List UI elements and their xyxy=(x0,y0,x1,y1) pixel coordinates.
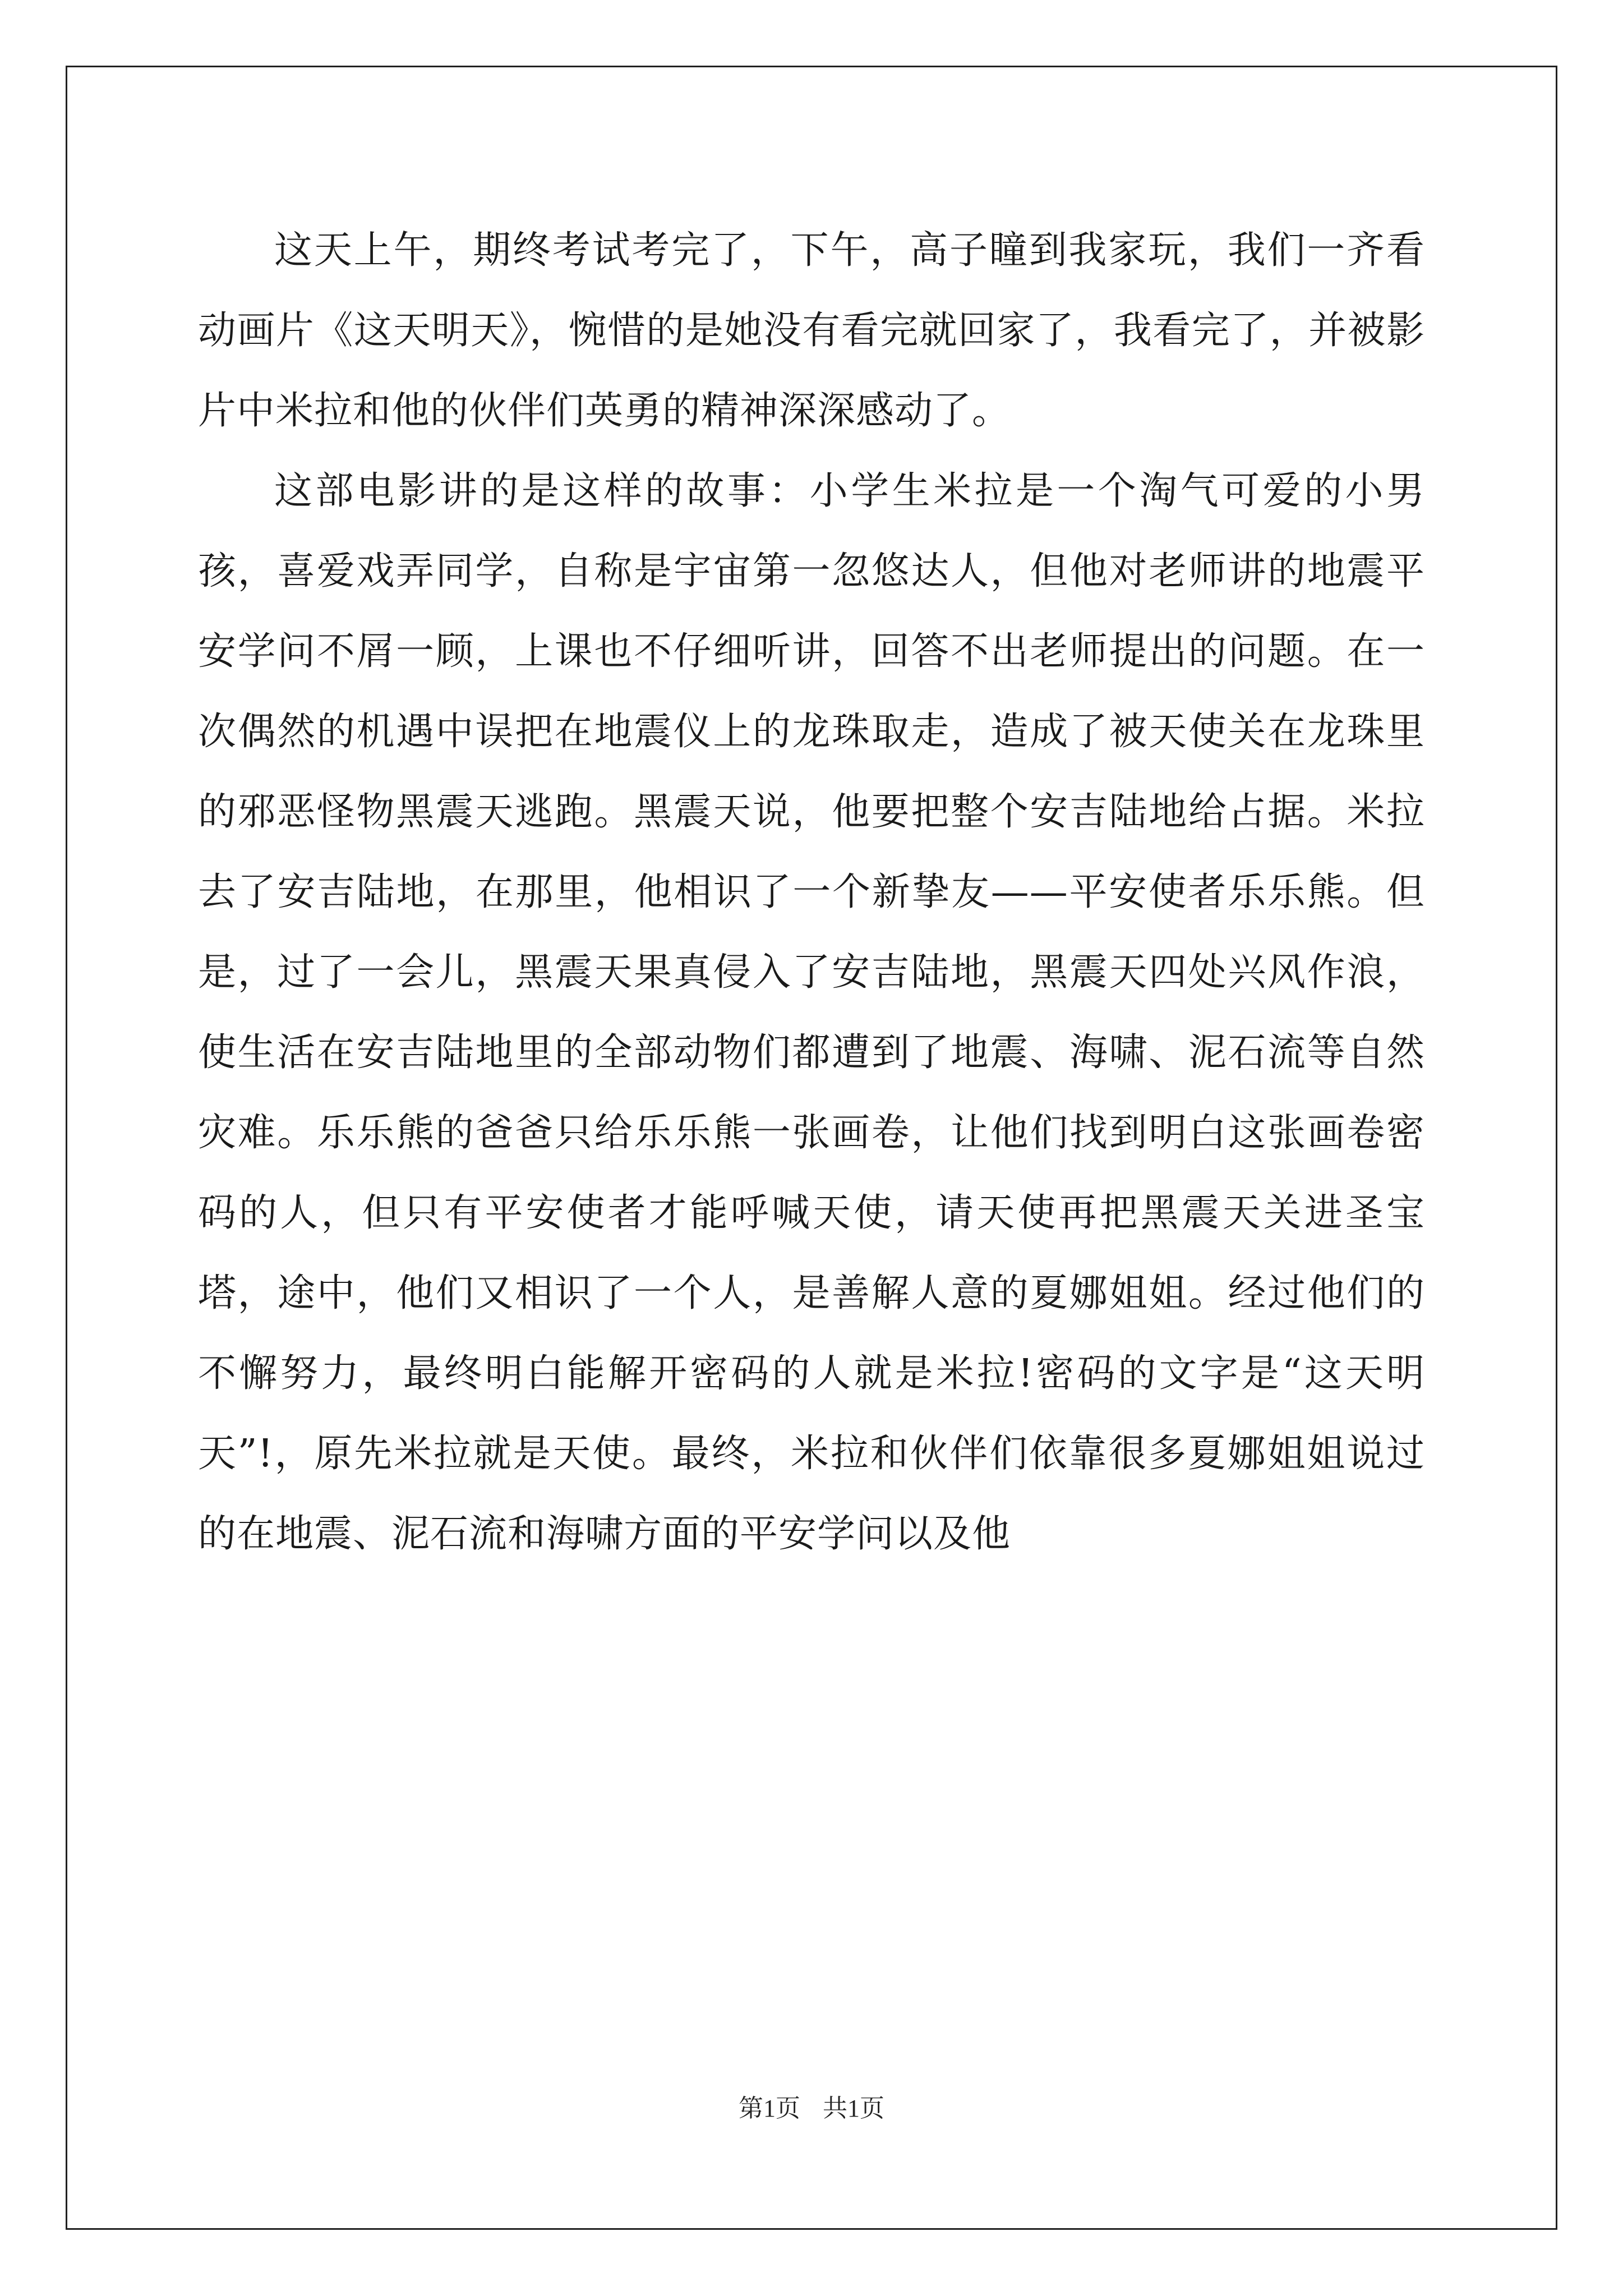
paragraph-2: 这部电影讲的是这样的故事：小学生米拉是一个淘气可爱的小男孩，喜爱戏弄同学，自称是宇宙第一忽悠达人，但他对老师讲的地震平安学问不屑一顾，上课也不仔细听讲，回答不出老师提出的问题。在一次偶然的机遇中误把在地震仪上的龙珠取走，造成了被天使关在龙珠里的邪恶怪物黑震天逃跑。黑震天说，他要把整个安吉陆地给占据。米拉去了安吉陆地，在那里，他相识了一个新挚友——平安使者乐乐熊。但是，过了一会儿，黑震天果真侵入了安吉陆地，黑震天四处兴风作浪，使生活在安吉陆地里的全部动物们都遭到了地震、海啸、泥石流等自然灾难。乐乐熊的爸爸只给乐乐熊一张画卷，让他们找到明白这张画卷密码的人，但只有平安使者才能呼喊天使，请天使再把黑震天关进圣宝塔，途中，他们又相识了一个人，是善解人意的夏娜姐姐。经过他们的不懈努力，最终明白能解开密码的人就是米拉!密码的文字是“这天明天”!，原先米拉就是天使。最终，米拉和伙伴们依靠很多夏娜姐姐说过的在地震、泥石流和海啸方面的平安学问以及他 xyxy=(198,469,1425,1556)
page-footer xyxy=(0,2088,1623,2124)
document-body xyxy=(198,210,1425,1574)
paragraph-1: 这天上午，期终考试考完了，下午，高子瞳到我家玩，我们一齐看动画片《这天明天》，惋惜的是她没有看完就回家了，我看完了，并被影片中米拉和他的伙伴们英勇的精神深深感动了。 xyxy=(198,228,1425,433)
page-number: 第1页 xyxy=(739,2095,800,2122)
page-total: 共1页 xyxy=(823,2095,884,2122)
